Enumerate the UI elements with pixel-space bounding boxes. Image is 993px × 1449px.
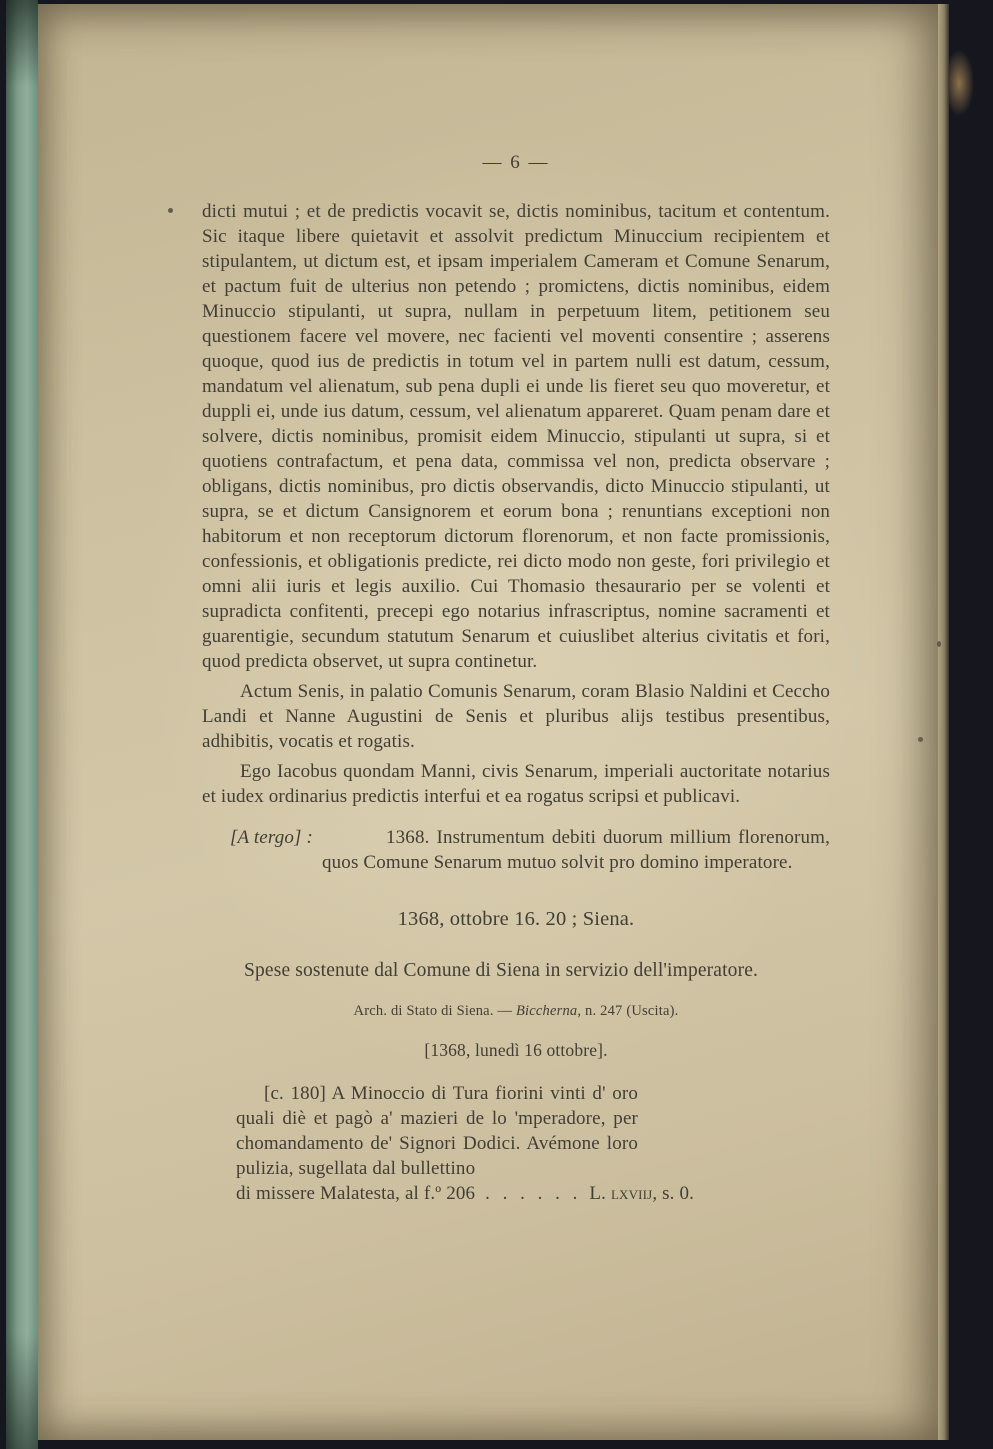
entry-last-text: di missere Malatesta, al f.º 206 bbox=[236, 1183, 476, 1204]
paper-speck bbox=[937, 641, 941, 647]
page-number: — 6 — bbox=[482, 152, 550, 173]
main-paragraph-wrap bbox=[202, 199, 830, 674]
a-tergo-note bbox=[202, 825, 830, 875]
actum-paragraph: Actum Senis, in palatio Comunis Senarum, coram Blasio Naldini et Ceccho Landi et Nanne Augustini de Senis et pluribus alijs testibus presentibus, adhibitis, vocatis et rogatis. bbox=[202, 681, 830, 752]
main-paragraph: dicti mutui ; et de predictis vocavit se, dictis nominibus, tacitum et contentum. Sic itaque libere quietavit et assolvit predictum Minuccium recipientem et stipulantem, ut dictum est, et ipsam imperialem Cameram et Comune Senarum, et pactum fuit de ulterius non petendo ; promictens, dictis nominibus, eidem Minuccio stipulanti, ut supra, nullam in perpetuum litem, petitionem seu questionem facere vel movere, nec facienti vel moventi consentire ; asserens quoque, quod ius de predictis in totum vel in partem nulli est datum, cessum, mandatum vel alienatum, sub pena dupli ei unde lis fieret seu quo moveretur, et duppli ei, unde ius datum, cessum, vel alienatum appareret. Quam penam dare et solvere, dictis nominibus, promisit eidem Minuccio, stipulanti ut supra, si et quotiens contrafactum, et pena data, commissa vel non, predicta observare ; obligans, dictis nominibus, pro dictis observandis, dicto Minuccio stipulanti, ut supra, se et dictum Cansignorem et eorum bona ; renuntians exceptioni non habitorum et non receptorum dictorum florenorum, et non facte promissionis, confessionis, et obligationis predicte, rei dicto modo non geste, fori privilegio et omni alii iuris et legis auxilio. Cui Thomasio thesaurario per se volenti et supradicta confitenti, precepi ego notarius infrascriptus, nomine sacramenti et guarentigie, secundum statutum Senarum et cuiuslibet alterius civitatis et fori, quod predicta observet, ut supra continetur. bbox=[202, 201, 830, 672]
paper-speck bbox=[918, 737, 923, 742]
page-stack-edge bbox=[938, 4, 949, 1440]
record-heading: 1368, ottobre 16. 20 ; Siena. bbox=[397, 908, 635, 930]
entry-amount-line bbox=[236, 1181, 830, 1206]
archive-reference bbox=[202, 999, 830, 1024]
amount-currency: L. bbox=[589, 1183, 611, 1204]
a-tergo-label: [A tergo] : bbox=[230, 827, 313, 848]
entry-text: [c. 180] A Minoccio di Tura fiorini vinti d' oro quali diè et pagò a' mazieri de lo 'mperadore, per chomandamento de' Signori Dodici. Avémone loro pulizia, sugellata dal bullettino bbox=[236, 1083, 638, 1179]
amount-suffix: , s. 0. bbox=[652, 1183, 695, 1204]
page-text-block bbox=[202, 150, 830, 1206]
book-binding-edge bbox=[6, 0, 38, 1449]
margin-mark bbox=[168, 208, 173, 213]
leader-dots: . . . . . . bbox=[485, 1183, 582, 1204]
archive-suffix: n. 247 (Uscita). bbox=[581, 1003, 679, 1019]
archive-source-name: Biccherna, bbox=[516, 1003, 582, 1019]
ego-paragraph: Ego Iacobus quondam Manni, civis Senarum, imperiali auctoritate notarius et iudex ordinarius predictis interfui et ea rogatus scripsi et publicavi. bbox=[202, 761, 830, 807]
a-tergo-text: 1368. Instrumentum debiti duorum millium florenorum, quos Comune Senarum mutuo solvit pro domino imperatore. bbox=[322, 827, 830, 873]
record-date: [1368, lunedì 16 ottobre]. bbox=[424, 1040, 608, 1060]
amount-roman-numeral: lxviij bbox=[610, 1183, 653, 1204]
archive-prefix: Arch. di Stato di Siena. — bbox=[353, 1003, 516, 1019]
book-page bbox=[38, 4, 938, 1440]
ledger-entry bbox=[236, 1081, 830, 1206]
record-summary: Spese sostenute dal Comune di Siena in servizio dell'imperatore. bbox=[244, 960, 759, 981]
